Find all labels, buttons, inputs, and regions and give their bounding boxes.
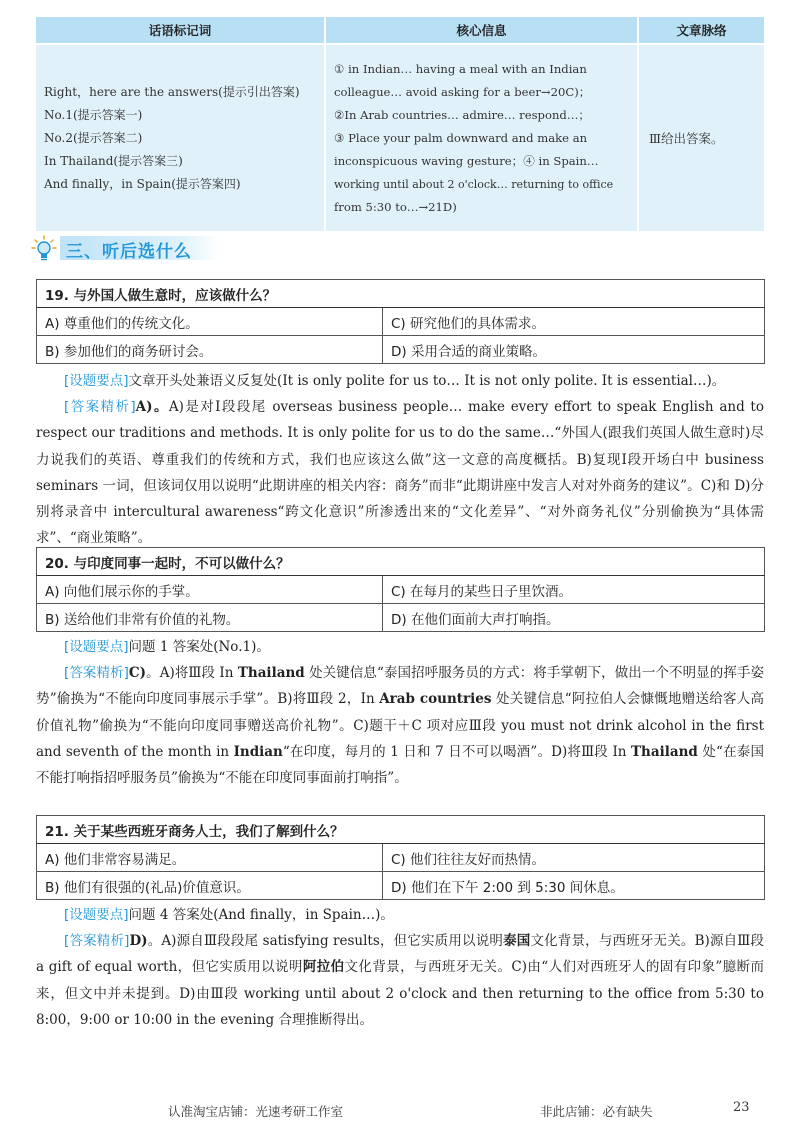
key-point-tag: [设题要点] [64, 373, 129, 389]
option-b: B) 参加他们的商务研讨会。 [37, 336, 383, 364]
option-c: C) 他们往往友好而热情。 [383, 844, 765, 872]
keyword: Arab countries [379, 691, 492, 708]
header-markers: 话语标记词 [36, 17, 325, 44]
lightbulb-icon [30, 234, 58, 262]
analysis-text: 。A)源自Ⅲ段段尾 satisfying results，但它实质用以说明 [147, 933, 504, 949]
core-info-line: inconspicuous waving gesture；④ in Spain… [334, 153, 599, 168]
analysis-tag: [答案精析] [64, 399, 136, 415]
analysis-text: “在印度，每月的 1 日和 7 日不可以喝酒”。D)将Ⅲ段 In [282, 743, 631, 760]
marker-line: Right，here are the answers(提示引出答案) [44, 84, 300, 99]
option-a: A) 他们非常容易满足。 [37, 844, 383, 872]
marker-line: No.1(提示答案一) [44, 107, 143, 122]
option-d: D) 采用合适的商业策略。 [383, 336, 765, 364]
question-21: 21. 关于某些西班牙商务人士，我们了解到什么？ [37, 816, 765, 844]
analysis-text: 。A)将Ⅲ段 In [146, 665, 238, 681]
analysis-text: A)是对Ⅰ段段尾 overseas business people… make every effort to speak English and to respect our traditions and methods. It is only polite for us to do the same…“外国人(跟我们英国人做生意时)尽力说我们的英语、尊重我们的传统和方式，我们也应该这么做”这一文意的高度概括。B)复现Ⅰ段开场白中 business seminars 一词，但该词仅用以说明“此期讲座的相关内容：商务”而非“此期讲座中发言人对对外商务的建议”。C)和 D)分别将录音中 intercultural awareness“跨文化意识”所渗透出来的“文化差异”、“对外商务礼仪”分别偷换为“具体需求”、“商业策略”。 [36, 399, 764, 547]
core-info-line: colleague… avoid asking for a beer→20C)； [334, 84, 591, 99]
option-c: C) 在每月的某些日子里饮酒。 [383, 576, 765, 604]
q21-key-point [36, 902, 764, 928]
marker-line: In Thailand(提示答案三) [44, 153, 183, 168]
header-core-info: 核心信息 [325, 17, 638, 44]
answer-letter: C) [128, 665, 147, 681]
question-20: 20. 与印度同事一起时，不可以做什么？ [37, 548, 765, 576]
option-d: D) 他们在下午 2:00 到 5:30 间休息。 [383, 872, 765, 900]
keyword: Thailand [237, 665, 305, 681]
answer-letter: A)。 [135, 399, 169, 415]
structure-cell: Ⅲ给出答案。 [638, 44, 764, 231]
footer-warning: 非此店铺：必有缺失 [540, 1104, 653, 1119]
q21-analysis [36, 928, 764, 1033]
analysis-text: 处关键信息“阿拉伯人会慷慨地赠送给客人高价值礼物”偷换为“不能向印度同事赠送高价礼物”。C)题干＋C 项对应Ⅲ段 you must not drink alcohol in the first and seventh of the month in [36, 691, 764, 760]
keyword: Indian [233, 743, 283, 760]
analysis-tag: [答案精析] [64, 933, 130, 949]
option-b: B) 他们有很强的(礼品)价值意识。 [37, 872, 383, 900]
analysis-tag: [答案精析] [64, 665, 129, 681]
keyword: 阿拉伯 [302, 959, 345, 976]
option-b: B) 送给他们非常有价值的礼物。 [37, 604, 383, 632]
key-point-text: 问题 4 答案处(And finally，in Spain…)。 [128, 907, 394, 923]
core-info-cell [325, 44, 638, 231]
marker-line: No.2(提示答案二) [44, 130, 143, 145]
key-point-tag: [设题要点] [64, 907, 129, 923]
option-a: A) 向他们展示你的手掌。 [37, 576, 383, 604]
footer-shop-note: 认准淘宝店铺：光速考研工作室 [168, 1104, 344, 1119]
core-info-line: from 5:30 to…→21D) [334, 199, 457, 214]
discourse-marker-table [36, 17, 764, 231]
answer-letter: D) [129, 933, 148, 949]
option-a: A) 尊重他们的传统文化。 [37, 308, 383, 336]
question-19: 19. 与外国人做生意时，应该做什么？ [37, 280, 765, 308]
analysis-text: 文化背景，与西班牙无关。B)源自Ⅲ段 a gift of equal worth，但它实质用以说明 [36, 933, 764, 976]
marker-line: And finally，in Spain(提示答案四) [44, 176, 241, 191]
question-20-table [36, 547, 765, 632]
core-info-line: working until about 2 o'clock… returning to office [334, 177, 614, 191]
core-info-line: ① in Indian… having a meal with an Indian [334, 61, 587, 76]
q19-analysis [36, 394, 764, 552]
analysis-text: 处关键信息“泰国招呼服务员的方式：将手掌朝下，做出一个不明显的挥手姿势”偷换为“不能向印度同事展示手掌”。B)将Ⅲ段 2，In [36, 665, 764, 708]
option-d: D) 在他们面前大声打响指。 [383, 604, 765, 632]
analysis-text: 处“在泰国不能打响指招呼服务员”偷换为“不能在印度同事面前打响指”。 [36, 743, 764, 787]
key-point-text: 问题 1 答案处(No.1)。 [128, 639, 270, 655]
core-info-line: ②In Arab countries… admire… respond…； [334, 107, 591, 122]
header-structure: 文章脉络 [638, 17, 764, 44]
keyword: 泰国 [503, 933, 531, 949]
section-title: 三、听后选什么 [66, 242, 192, 262]
section-heading [30, 234, 202, 264]
key-point-text: 文章开头处兼语义反复处(It is only polite for us to… It is not only polite. It is essential…)。 [128, 373, 726, 389]
question-21-table [36, 815, 765, 900]
q19-key-point [36, 368, 764, 394]
page-number: 23 [733, 1100, 750, 1115]
keyword: Thailand [630, 743, 698, 760]
q20-key-point [36, 634, 764, 660]
core-info-line: ③ Place your palm downward and make an [334, 130, 588, 145]
q20-analysis [36, 660, 764, 791]
key-point-tag: [设题要点] [64, 639, 129, 655]
analysis-text: 文化背景，与西班牙无关。C)由“人们对西班牙人的固有印象”臆断而来，但文中并未提到。D)由Ⅲ段 working until about 2 o'clock and then returning to the office from 5:30 to 8:00，9:00 or 10:00 in the evening 合理推断得出。 [36, 959, 765, 1028]
question-19-table [36, 279, 765, 364]
markers-cell [36, 44, 325, 231]
option-c: C) 研究他们的具体需求。 [383, 308, 765, 336]
